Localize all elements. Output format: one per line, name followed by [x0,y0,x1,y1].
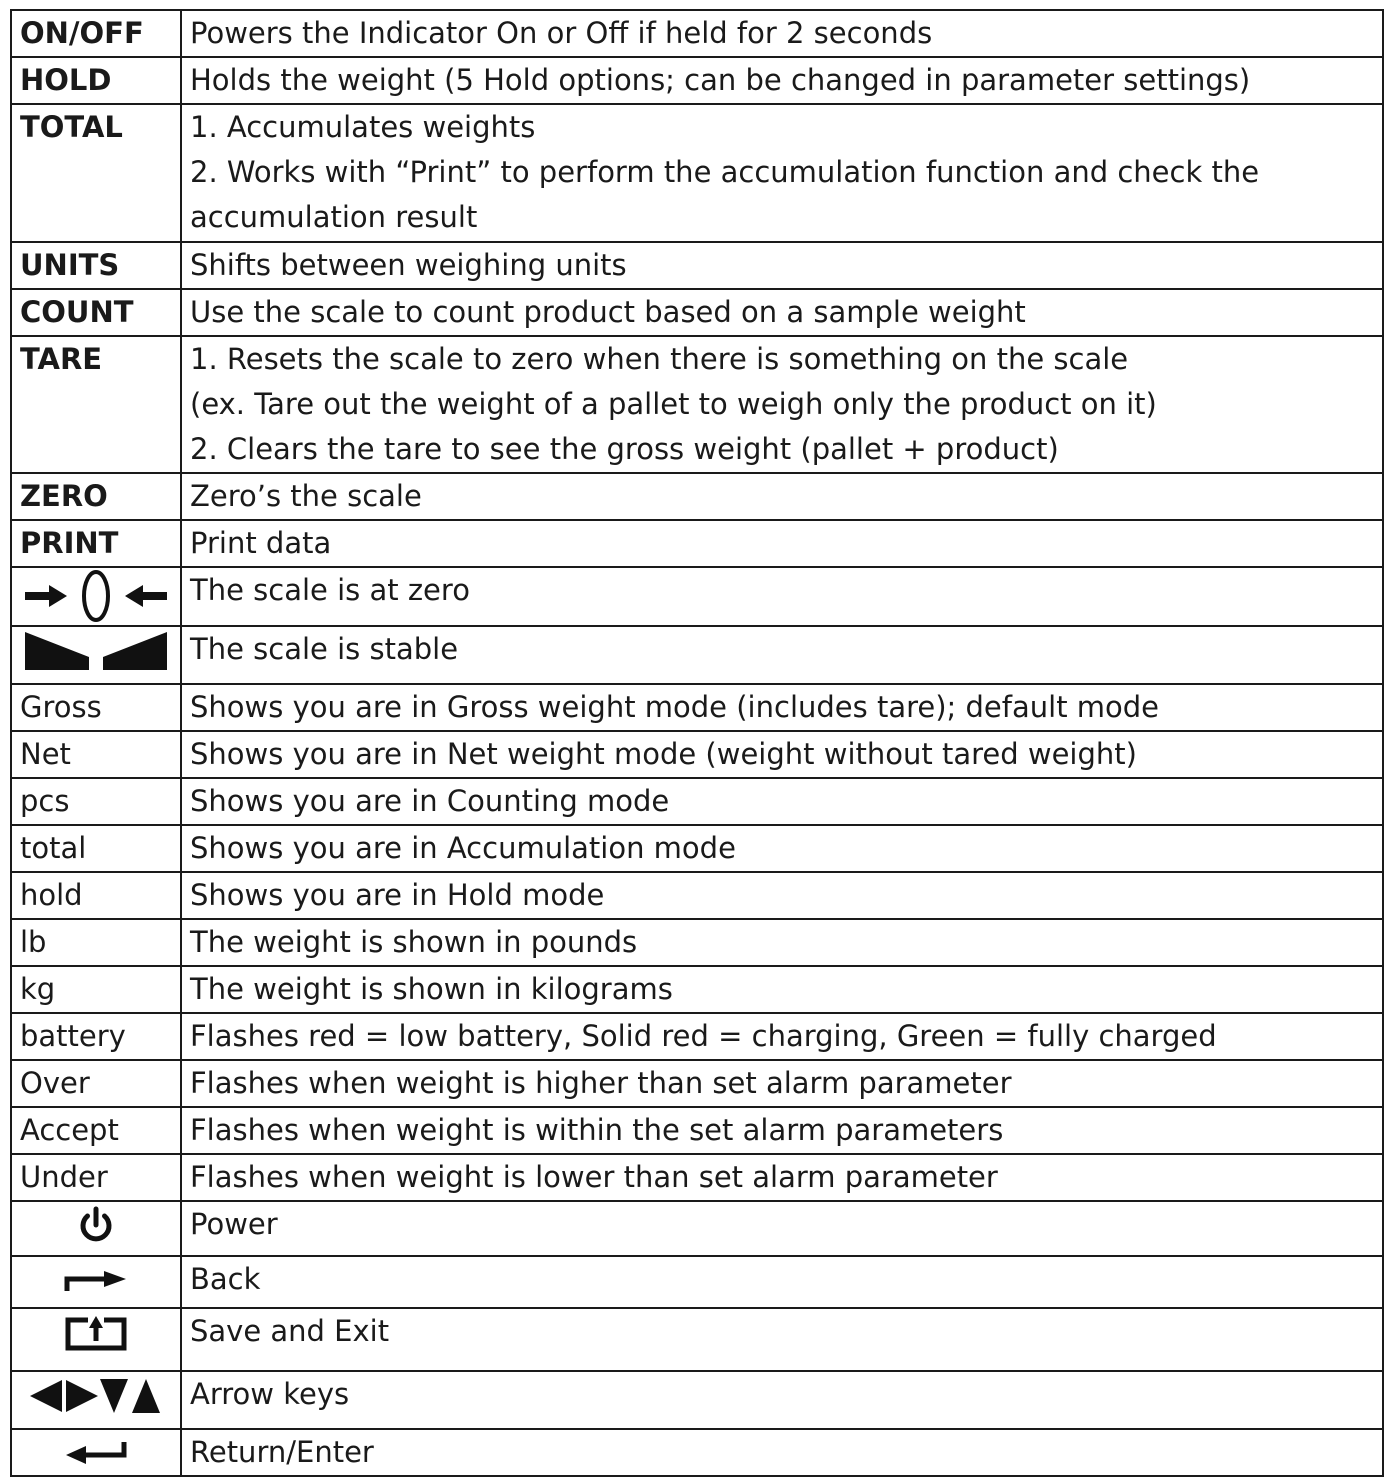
indicator-key-table [10,9,1384,1477]
key-label: PRINT [11,520,181,567]
table-row [11,1308,1383,1371]
key-label: total [11,825,181,872]
key-label: HOLD [11,57,181,104]
key-description: Shows you are in Accumulation mode [181,825,1383,872]
table-row [11,1429,1383,1476]
key-description: Use the scale to count product based on a sample weight [181,289,1383,336]
table-row [11,626,1383,684]
key-description [181,336,1383,473]
key-label: TARE [11,336,181,473]
key-label: Accept [11,1107,181,1154]
back-icon-cell [11,1256,181,1308]
key-label: hold [11,872,181,919]
key-label: ON/OFF [11,10,181,57]
stable-indicator-cell [11,626,181,684]
key-label: pcs [11,778,181,825]
key-description: Shows you are in Gross weight mode (includes tare); default mode [181,684,1383,731]
key-description: Shows you are in Counting mode [181,778,1383,825]
key-description: Arrow keys [181,1371,1383,1429]
key-description: Save and Exit [181,1308,1383,1371]
return-enter-icon [64,1441,128,1467]
key-description [181,104,1383,242]
table-row [11,57,1383,104]
key-label: COUNT [11,289,181,336]
return-icon-cell [11,1429,181,1476]
zero-indicator-icon [23,568,169,624]
key-description: Return/Enter [181,1429,1383,1476]
key-description: Shows you are in Net weight mode (weight without tared weight) [181,731,1383,778]
zero-indicator-cell [11,567,181,626]
table-row [11,520,1383,567]
key-label: Over [11,1060,181,1107]
key-description: Shows you are in Hold mode [181,872,1383,919]
key-label: TOTAL [11,104,181,242]
key-label: Gross [11,684,181,731]
description-line: accumulation result [190,200,478,234]
table-row [11,10,1383,57]
key-description: Power [181,1201,1383,1256]
table-row [11,1256,1383,1308]
table-row [11,473,1383,520]
table-row [11,1371,1383,1429]
description-line: 2. Clears the tare to see the gross weight (pallet + product) [190,432,1059,466]
table-row [11,1013,1383,1060]
table-row [11,919,1383,966]
arrow-keys-icon-cell [11,1371,181,1429]
table-row [11,778,1383,825]
key-label: UNITS [11,242,181,289]
key-description: Powers the Indicator On or Off if held for 2 seconds [181,10,1383,57]
key-description: Flashes when weight is within the set alarm parameters [181,1107,1383,1154]
description-line: 1. Resets the scale to zero when there is something on the scale [190,342,1129,376]
table-row [11,336,1383,473]
power-icon [76,1206,116,1246]
key-label: battery [11,1013,181,1060]
key-description: Zero’s the scale [181,473,1383,520]
arrow-keys-icon [28,1376,164,1416]
key-label: lb [11,919,181,966]
table-row [11,872,1383,919]
table-row [11,1201,1383,1256]
table-row [11,825,1383,872]
save-exit-icon-cell [11,1308,181,1371]
description-line: 2. Works with “Print” to perform the accumulation function and check the [190,155,1260,189]
table-row [11,966,1383,1013]
key-description: The weight is shown in kilograms [181,966,1383,1013]
description-line: (ex. Tare out the weight of a pallet to weigh only the product on it) [190,387,1157,421]
table-row [11,1154,1383,1201]
table-row [11,1107,1383,1154]
stable-indicator-icon [23,630,169,672]
key-label: Net [11,731,181,778]
key-description: Flashes when weight is lower than set alarm parameter [181,1154,1383,1201]
table-row [11,104,1383,242]
save-exit-icon [64,1315,128,1351]
back-arrow-icon [64,1269,128,1293]
key-description: The weight is shown in pounds [181,919,1383,966]
table-row [11,684,1383,731]
table-row [11,242,1383,289]
key-description: Back [181,1256,1383,1308]
key-description: Holds the weight (5 Hold options; can be changed in parameter settings) [181,57,1383,104]
key-description: Flashes red = low battery, Solid red = charging, Green = fully charged [181,1013,1383,1060]
key-description: The scale is stable [181,626,1383,684]
power-icon-cell [11,1201,181,1256]
key-description: The scale is at zero [181,567,1383,626]
description-line: 1. Accumulates weights [190,110,536,144]
key-description: Shifts between weighing units [181,242,1383,289]
key-label: Under [11,1154,181,1201]
table-row [11,731,1383,778]
key-label: ZERO [11,473,181,520]
key-description: Print data [181,520,1383,567]
table-row [11,289,1383,336]
key-label: kg [11,966,181,1013]
table-row [11,1060,1383,1107]
table-row [11,567,1383,626]
key-description: Flashes when weight is higher than set alarm parameter [181,1060,1383,1107]
